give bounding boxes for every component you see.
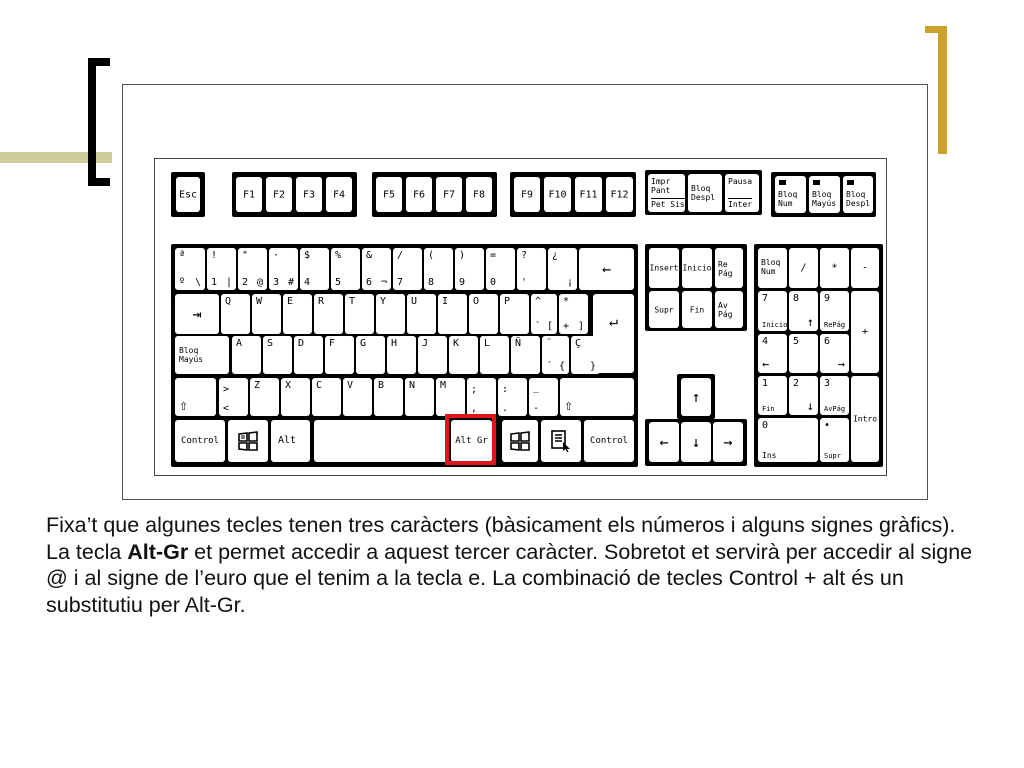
alt-gr-label: Alt Gr	[455, 436, 488, 446]
esc-key-label: Esc	[178, 189, 198, 200]
numpad-digit: 8	[793, 293, 800, 304]
inicio-key[interactable]	[682, 248, 712, 288]
key-bottom-char: 2	[242, 277, 249, 288]
shift-arrow-icon: ⇧	[179, 396, 189, 414]
key-z[interactable]	[250, 378, 279, 416]
key-v[interactable]	[343, 378, 372, 416]
key-bottom-char: +	[563, 321, 570, 332]
numpad-plus-key[interactable]	[851, 291, 879, 373]
key-top-char: /	[397, 250, 404, 261]
multiply-label: *	[831, 262, 838, 274]
windows-left-key[interactable]	[228, 420, 268, 462]
f9-key[interactable]	[514, 177, 540, 212]
key-ordinal[interactable]	[175, 248, 205, 290]
key-d[interactable]	[294, 336, 323, 374]
key-bottom-char: 8	[428, 277, 435, 288]
numpad-sub-label: Inicio	[762, 321, 787, 329]
key-third-char: #	[287, 277, 294, 288]
bloq-despl-key[interactable]	[688, 174, 722, 212]
indicator-label: Bloq Despl	[846, 190, 871, 208]
caption-paragraph	[46, 512, 976, 618]
key-bottom-char: ´	[546, 361, 553, 372]
backspace-key[interactable]	[579, 248, 634, 290]
decorative-olive-bracket	[938, 26, 947, 154]
f6-key[interactable]	[406, 177, 432, 212]
fin-label: Fin	[689, 305, 705, 314]
key-bottom-char: '	[521, 277, 528, 288]
numpad-9-key[interactable]	[820, 291, 849, 331]
key-u[interactable]	[407, 294, 436, 334]
numpad-digit: 1	[762, 378, 769, 389]
windows-logo-icon	[236, 431, 260, 451]
numpad-sub-label: Fin	[762, 405, 775, 413]
f1-key[interactable]	[236, 177, 262, 212]
key-top-char: =	[490, 250, 497, 261]
indicator-bloq-mayus	[809, 176, 840, 213]
numpad-sub-label: ↑	[806, 315, 814, 329]
key-third-char: [	[546, 321, 553, 332]
key-bottom-char: ¡	[566, 277, 573, 288]
alt-gr-highlight-box	[445, 414, 496, 465]
numpad-5-key[interactable]	[789, 334, 818, 373]
intro-label: Intro	[852, 414, 878, 424]
key-bottom-char: <	[223, 403, 230, 414]
indicator-light	[847, 180, 854, 185]
numpad-digit: 6	[824, 336, 831, 347]
indicator-label: Bloq Mayús	[812, 190, 837, 208]
key-y[interactable]	[376, 294, 405, 334]
supr-key[interactable]	[649, 291, 679, 328]
control-left-key[interactable]	[175, 420, 225, 462]
key-letter: I	[442, 296, 449, 307]
numpad-dot-key[interactable]	[820, 418, 849, 462]
arrow-down-icon: ↓	[691, 433, 701, 451]
f8-label: F8	[472, 189, 486, 200]
f10-label: F10	[548, 189, 567, 200]
tab-key[interactable]	[175, 294, 219, 334]
key-letter: U	[411, 296, 418, 307]
numpad-divide-key[interactable]	[789, 248, 818, 288]
arrow-right-key[interactable]	[713, 422, 743, 462]
key-i[interactable]	[438, 294, 467, 334]
key-top-char: !	[211, 250, 218, 261]
key-letter: F	[329, 338, 336, 349]
windows-right-key[interactable]	[502, 420, 538, 462]
key-letter: L	[484, 338, 491, 349]
control-right-key[interactable]	[584, 420, 634, 462]
key-bottom-char: 9	[459, 277, 466, 288]
key-1[interactable]	[207, 248, 236, 290]
key-top-char: $	[304, 250, 311, 261]
key-letter: M	[440, 380, 447, 391]
key-bottom-char: º	[179, 277, 186, 288]
key-top-char: "	[242, 250, 249, 261]
key-letter: R	[318, 296, 325, 307]
numpad-sub-label: ↓	[806, 399, 814, 413]
numpad-7-key[interactable]	[758, 291, 787, 331]
key-bottom-char: ,	[471, 403, 478, 414]
numpad-bloq-num-key[interactable]	[758, 248, 787, 288]
key-hyphen[interactable]	[529, 378, 558, 416]
key-top-char: ¿	[552, 250, 559, 261]
f7-key[interactable]	[436, 177, 462, 212]
key-plus[interactable]	[559, 294, 588, 334]
key-bottom-char: 1	[211, 277, 218, 288]
f2-key[interactable]	[266, 177, 292, 212]
f2-label: F2	[272, 189, 286, 200]
key-2[interactable]	[238, 248, 267, 290]
key-third-char: \	[194, 277, 201, 288]
key-letter: E	[287, 296, 294, 307]
key-bottom-char: 0	[490, 277, 497, 288]
arrow-right-icon: →	[723, 433, 733, 451]
key-c-cedilla[interactable]	[571, 336, 600, 374]
esc-key[interactable]	[176, 177, 200, 212]
insert-key[interactable]	[649, 248, 679, 288]
windows-logo-icon	[508, 431, 532, 451]
key-m[interactable]	[436, 378, 465, 416]
key-top-char: &	[366, 250, 373, 261]
bloq-num-label: Bloq Num	[761, 258, 781, 276]
key-9[interactable]	[455, 248, 484, 290]
key-top-char: ?	[521, 250, 528, 261]
indicator-bloq-num	[775, 176, 806, 213]
caps-lock-key[interactable]	[175, 336, 229, 374]
numpad-digit: •	[824, 420, 831, 431]
spacebar-key[interactable]	[314, 420, 448, 462]
key-letter: W	[256, 296, 263, 307]
key-letter: Y	[380, 296, 387, 307]
key-a[interactable]	[232, 336, 261, 374]
key-bottom-char: 7	[397, 277, 404, 288]
key-r[interactable]	[314, 294, 343, 334]
supr-label: Supr	[654, 305, 674, 314]
numpad-6-key[interactable]	[820, 334, 849, 373]
key-third-char: @	[256, 277, 263, 288]
numpad-0-key[interactable]	[758, 418, 818, 462]
numpad-multiply-key[interactable]	[820, 248, 849, 288]
f1-label: F1	[242, 189, 256, 200]
key-bottom-char: 6	[366, 277, 373, 288]
key-top-char: )	[459, 250, 466, 261]
f11-label: F11	[579, 189, 598, 200]
pausa-key[interactable]	[725, 174, 759, 212]
shift-arrow-icon: ⇧	[564, 396, 574, 414]
re-pag-label: Re Pág	[718, 260, 733, 278]
key-letter: O	[473, 296, 480, 307]
f9-label: F9	[520, 189, 534, 200]
arrow-left-key[interactable]	[649, 422, 679, 462]
indicator-label: Bloq Num	[778, 190, 798, 208]
indicator-bloq-despl	[843, 176, 873, 213]
fin-key[interactable]	[682, 291, 712, 328]
numpad-digit: 0	[762, 420, 769, 431]
tab-arrows-icon: ⇥	[192, 305, 202, 323]
key-top-char: >	[223, 384, 230, 395]
numpad-sub-label: →	[837, 357, 845, 371]
plus-label: +	[861, 326, 869, 338]
key-letter: B	[378, 380, 385, 391]
numpad-digit: 7	[762, 293, 769, 304]
key-letter: C	[316, 380, 323, 391]
key-top-char: ·	[273, 250, 280, 261]
key-top-char: %	[335, 250, 342, 261]
context-menu-icon	[550, 430, 572, 452]
key-top-char: Ç	[575, 338, 582, 349]
caption-bold-key-name: Alt-Gr	[127, 539, 189, 564]
key-8[interactable]	[424, 248, 453, 290]
key-bottom-char: 4	[304, 277, 311, 288]
key-top-char: ¨	[546, 338, 553, 349]
backspace-arrow-icon: ←	[601, 260, 612, 278]
impr-pant-label: Impr Pant	[651, 177, 671, 195]
av-pag-label: Av Pág	[718, 301, 733, 319]
f4-label: F4	[332, 189, 346, 200]
f11-key[interactable]	[575, 177, 602, 212]
divide-label: /	[800, 262, 807, 274]
numpad-digit: 4	[762, 336, 769, 347]
menu-key[interactable]	[541, 420, 581, 462]
key-third-char: ]	[577, 321, 584, 332]
key-letter: S	[267, 338, 274, 349]
key-bottom-char: 3	[273, 277, 280, 288]
minus-label: -	[861, 262, 869, 274]
f4-key[interactable]	[326, 177, 352, 212]
numpad-digit: 3	[824, 378, 831, 389]
enter-arrow-icon: ↵	[608, 311, 619, 330]
caps-lock-label: Bloq Mayús	[179, 346, 204, 364]
key-5[interactable]	[331, 248, 360, 290]
arrow-up-icon: ↑	[691, 388, 701, 406]
insert-label: Insert	[649, 263, 679, 273]
f12-label: F12	[610, 189, 629, 200]
key-top-char: _	[533, 382, 540, 393]
key-letter: P	[504, 296, 511, 307]
key-h[interactable]	[387, 336, 416, 374]
arrow-down-key[interactable]	[681, 422, 711, 462]
key-letter: Ñ	[515, 338, 522, 349]
f6-label: F6	[412, 189, 426, 200]
numpad-1-key[interactable]	[758, 376, 787, 415]
pausa-label: Pausa	[728, 177, 753, 186]
alt-key[interactable]	[271, 420, 310, 462]
key-letter: Z	[254, 380, 261, 391]
key-top-char: *	[563, 296, 570, 307]
numpad-3-key[interactable]	[820, 376, 849, 415]
key-e[interactable]	[283, 294, 312, 334]
key-top-char: ª	[179, 250, 186, 261]
f5-label: F5	[382, 189, 396, 200]
shift-left-key[interactable]	[175, 378, 216, 416]
key-third-char: ¬	[380, 277, 387, 288]
key-third-char: |	[225, 277, 232, 288]
numpad-digit: 2	[793, 378, 800, 389]
key-letter: K	[453, 338, 460, 349]
key-bottom-char: -	[533, 403, 540, 414]
numpad-digit: 9	[824, 293, 831, 304]
key-4[interactable]	[300, 248, 329, 290]
key-letter: H	[391, 338, 398, 349]
numpad-4-key[interactable]	[758, 334, 787, 373]
caption-text-part1: Fixa’t que algunes tecles tenen tres caràcters (bàsicament els números i alguns signes gràfics). La tecla	[46, 513, 956, 564]
key-letter: A	[236, 338, 243, 349]
numpad-sub-label: AvPág	[824, 405, 846, 413]
f3-label: F3	[302, 189, 316, 200]
key-x[interactable]	[281, 378, 310, 416]
alt-label: Alt	[278, 435, 297, 446]
key-comma[interactable]	[467, 378, 496, 416]
numpad-digit: 5	[793, 336, 800, 347]
key-letter: T	[349, 296, 356, 307]
key-q[interactable]	[221, 294, 250, 334]
key-k[interactable]	[449, 336, 478, 374]
numpad-sub-label: RePág	[824, 321, 846, 329]
f8-key[interactable]	[466, 177, 492, 212]
key-period[interactable]	[498, 378, 527, 416]
key-third-char: }	[589, 361, 596, 372]
key-top-char: ;	[471, 384, 478, 395]
key-letter: G	[360, 338, 367, 349]
key-letter: N	[409, 380, 416, 391]
numpad-8-key[interactable]	[789, 291, 818, 331]
key-c[interactable]	[312, 378, 341, 416]
key-letter: X	[285, 380, 292, 391]
key-top-char: ^	[535, 296, 542, 307]
numpad-2-key[interactable]	[789, 376, 818, 415]
control-right-label: Control	[590, 436, 628, 446]
f12-key[interactable]	[606, 177, 633, 212]
numpad-sub-label: Supr	[824, 452, 841, 460]
key-bottom-char: `	[535, 321, 542, 332]
key-n[interactable]	[405, 378, 434, 416]
key-j[interactable]	[418, 336, 447, 374]
key-6[interactable]	[362, 248, 391, 290]
key-t[interactable]	[345, 294, 374, 334]
key-letter: J	[422, 338, 429, 349]
key-apostrophe[interactable]	[517, 248, 546, 290]
key-letter: D	[298, 338, 305, 349]
numpad-sub-label: ←	[762, 357, 770, 371]
key-0[interactable]	[486, 248, 515, 290]
key-caret[interactable]	[531, 294, 557, 334]
key-7[interactable]	[393, 248, 422, 290]
indicator-light	[813, 180, 820, 185]
decorative-black-bracket	[88, 58, 96, 186]
numpad-minus-key[interactable]	[851, 248, 879, 288]
inter-label: Inter	[728, 200, 753, 209]
inicio-label: Inicio	[682, 263, 712, 273]
key-o[interactable]	[469, 294, 498, 334]
av-pag-key[interactable]	[715, 291, 743, 328]
key-enye[interactable]	[511, 336, 540, 374]
key-bottom-char: .	[502, 403, 509, 414]
pet-sis-label: Pet Sis	[651, 200, 685, 209]
caption-text-part2: et permet accedir a aquest tercer caràcter. Sobretot et servirà per accedir al signe @ i al signe de l’euro que el tenim a la tecla e. La combinació de tecles Control + alt és un substitutiu per Alt-Gr.	[46, 539, 973, 617]
key-letter: V	[347, 380, 354, 391]
key-w[interactable]	[252, 294, 281, 334]
impr-pant-key[interactable]	[648, 174, 685, 212]
key-bottom-char: 5	[335, 277, 342, 288]
arrow-left-icon: ←	[659, 433, 669, 451]
key-letter: Q	[225, 296, 232, 307]
key-b[interactable]	[374, 378, 403, 416]
f10-key[interactable]	[544, 177, 571, 212]
key-3[interactable]	[269, 248, 298, 290]
key-l[interactable]	[480, 336, 509, 374]
f3-key[interactable]	[296, 177, 322, 212]
bloq-despl-label: Bloq Despl	[691, 184, 716, 202]
numpad-sub-label: Ins	[762, 451, 777, 460]
control-left-label: Control	[181, 436, 219, 446]
key-inverted-exclamation[interactable]	[548, 248, 577, 290]
f5-key[interactable]	[376, 177, 402, 212]
key-s[interactable]	[263, 336, 292, 374]
key-f[interactable]	[325, 336, 354, 374]
key-p[interactable]	[500, 294, 529, 334]
key-less-than[interactable]	[219, 378, 248, 416]
key-dieresis[interactable]	[542, 336, 569, 374]
key-third-char: {	[558, 361, 565, 372]
f7-label: F7	[442, 189, 456, 200]
shift-right-key[interactable]	[560, 378, 634, 416]
arrow-up-key[interactable]	[681, 378, 711, 416]
key-g[interactable]	[356, 336, 385, 374]
indicator-light	[779, 180, 786, 185]
key-top-char: (	[428, 250, 435, 261]
numpad-intro-key[interactable]	[851, 376, 879, 462]
re-pag-key[interactable]	[715, 248, 743, 288]
key-top-char: :	[502, 384, 509, 395]
